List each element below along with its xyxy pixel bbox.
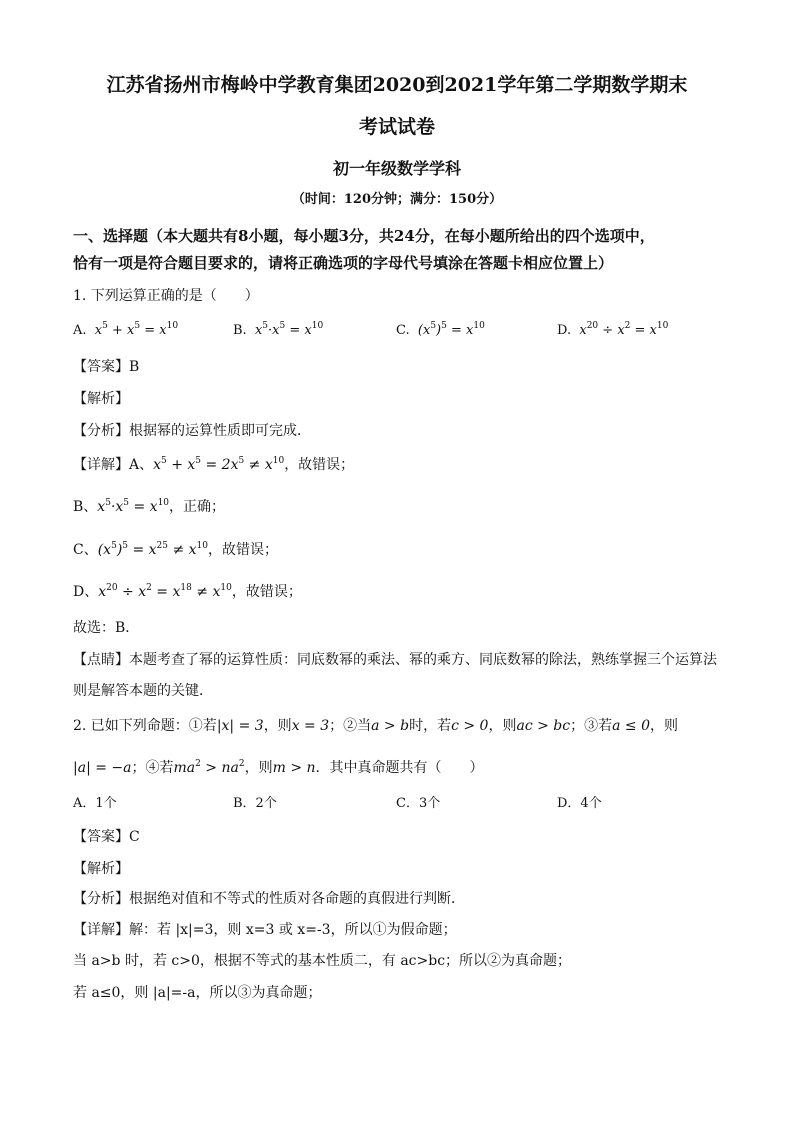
exam-subtitle: 初一年级数学学科 — [332, 159, 461, 178]
q1-detail-c-suffix: ，故错误； — [207, 542, 278, 558]
q2-fenxi-tag: 【分析】 — [73, 891, 129, 907]
q2-detail-3: 若 a≤0，则 |a|=-a，所以③为真命题； — [73, 985, 322, 1001]
q2-option-d: D．4个 — [557, 796, 602, 811]
q1-detail-d: D、$x^{20} \div x^2 = x^{18} \ne x^{10}$，故错误； — [73, 583, 302, 600]
q2-detail-2: 当 a>b 时，若 c>0，根据不等式的基本性质二，有 ac>bc；所以②为真命题； — [73, 953, 572, 969]
q2-fenxi — [73, 889, 465, 909]
q1-option-a-letter: A. — [73, 323, 87, 338]
q2-option-a: A．1个 — [73, 796, 117, 811]
q1-detail-b: B、$x^5\cdot x^5 = x^{10}$，正确； — [73, 498, 226, 515]
q1-stem: 1. 下列运算正确的是（ ） — [73, 288, 259, 304]
q1-detail-tag: 【详解】 — [73, 457, 129, 473]
q1-comment-tag: 【点睛】 — [73, 652, 129, 668]
q1-detail-a: 【详解】A、$x^5 + x^5 = 2x^5 \ne x^{10}$，故错误； — [73, 456, 355, 473]
q1-detail-a-suffix: ，故错误； — [284, 457, 355, 473]
q1-comment-line1 — [73, 650, 717, 670]
q1-comment-text1: 本题考查了幂的运算性质：同底数幂的乘法、幂的乘方、同底数幂的除法，熟练掌握三个运算法 — [129, 652, 717, 668]
q1-option-a: A. $x^5 + x^5 = x^{10}$ — [73, 321, 179, 338]
exam-title-line1: 江苏省扬州市梅岭中学教育集团2020到2021学年第二学期数学期末 — [106, 74, 688, 96]
q2-stem-line2: |a| = −a；④若$ma^2 > na^2$，则m > n．其中真命题共有（ ） — [73, 759, 484, 776]
q2-option-c: C．3个 — [396, 796, 441, 811]
q1-detail-d-suffix: ，故错误； — [231, 584, 302, 600]
q2-stem-p2: ，则 — [263, 718, 292, 734]
q1-choose: 故选：B． — [73, 620, 140, 636]
q2-stem-p5: ，则 — [488, 718, 517, 734]
q2-stem-p3: ；②当 — [329, 718, 372, 734]
q1-fenxi-text: 根据幂的运算性质即可完成． — [129, 423, 311, 439]
q1-option-b: B. $x^5\cdot x^5 = x^{10}$ — [233, 321, 324, 338]
q2-stem-p6: ；③若 — [570, 718, 613, 734]
exam-title-line2: 考试试卷 — [358, 116, 435, 138]
q2-answer — [73, 827, 140, 847]
q2-stem-p7: ，则 — [649, 718, 678, 734]
q2-analysis-tag: 【解析】 — [73, 861, 129, 877]
q2-detail-tag: 【详解】 — [73, 922, 129, 938]
q1-fenxi — [73, 421, 311, 441]
q1-fenxi-tag: 【分析】 — [73, 423, 129, 439]
q1-answer-tag: 【答案】 — [73, 359, 129, 375]
q1-detail-a-prefix: A、 — [129, 457, 154, 473]
q1-detail-c-prefix: C、 — [73, 542, 98, 558]
q1-option-c: C. $(x^5)^5 = x^{10}$ — [396, 321, 485, 338]
q2-option-b: B．2个 — [233, 796, 277, 811]
q2-stem-l2-p3: ．其中真命题共有（ ） — [315, 760, 484, 776]
q1-detail-b-prefix: B、 — [73, 499, 98, 515]
q2-stem-l2-p1: ；④若 — [131, 760, 174, 776]
q2-stem-l2-p2: ，则 — [244, 760, 273, 776]
q1-answer-value: B — [129, 359, 140, 375]
q1-comment-line2: 则是解答本题的关键． — [73, 683, 213, 699]
q2-stem-line1: 2. 已如下列命题：①若|x| = 3，则x = 3；②当a > b时，若c > 0，则ac > bc；③若a ≤ 0，则 — [73, 718, 678, 734]
q1-option-d: D. $x^{20} \div x^2 = x^{10}$ — [557, 321, 669, 338]
time-note: （时间：120分钟；满分：150分） — [291, 192, 503, 207]
section-heading-line2: 恰有一项是符合题目要求的，请将正确选项的字母代号填涂在答题卡相应位置上） — [73, 254, 614, 272]
q1-detail-c: C、$(x^5)^5 = x^{25} \ne x^{10}$，故错误； — [73, 541, 278, 558]
q1-option-d-letter: D. — [557, 323, 572, 338]
q2-stem-p4: 时，若 — [409, 718, 452, 734]
q1-analysis-tag: 【解析】 — [73, 391, 129, 407]
q2-stem-p1: 2. 已如下列命题：①若 — [73, 718, 217, 734]
q2-answer-value: C — [129, 829, 140, 845]
q2-fenxi-text: 根据绝对值和不等式的性质对各命题的真假进行判断． — [129, 891, 465, 907]
q2-answer-tag: 【答案】 — [73, 829, 129, 845]
q1-option-b-letter: B. — [233, 323, 247, 338]
section-heading-line1: 一、选择题（本大题共有8小题，每小题3分，共24分，在每小题所给出的四个选项中， — [73, 227, 655, 245]
q2-detail-1-text: 解：若 |x|=3，则 x=3 或 x=-3，所以①为假命题； — [129, 922, 457, 938]
q1-option-c-letter: C. — [396, 323, 410, 338]
q1-answer — [73, 357, 139, 377]
q1-detail-b-suffix: ，正确； — [169, 499, 226, 515]
q1-detail-d-prefix: D、 — [73, 584, 99, 600]
q2-detail-1 — [73, 920, 457, 940]
